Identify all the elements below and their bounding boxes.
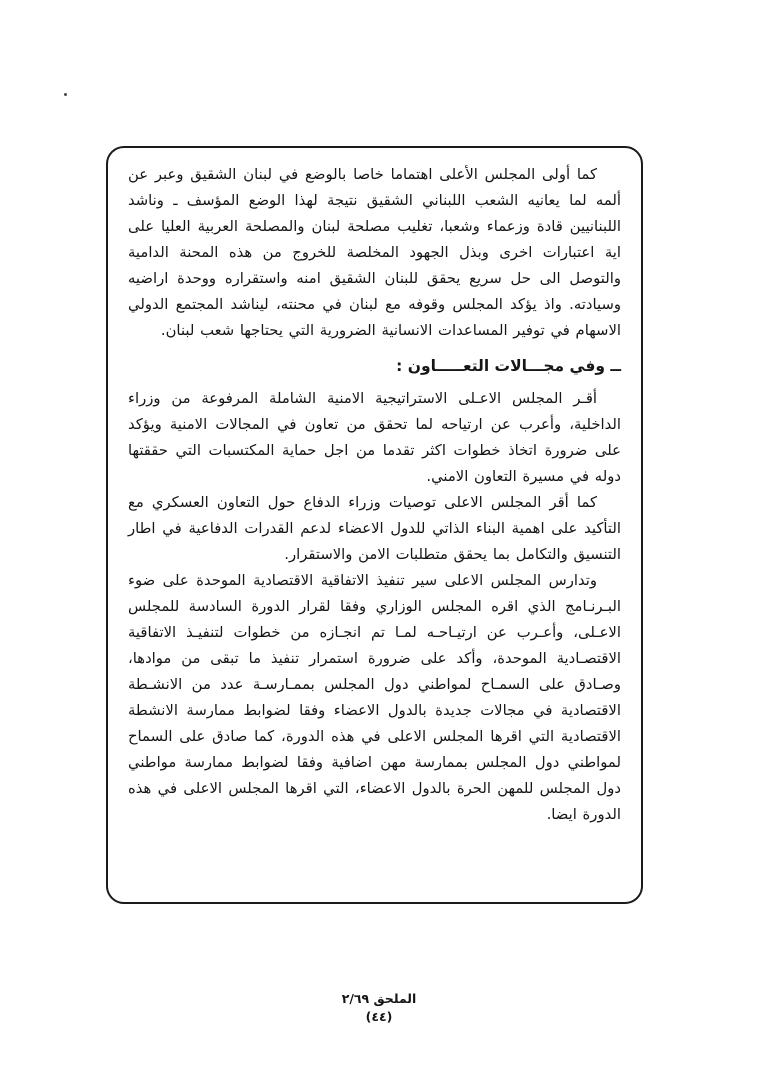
paragraph-economic-agreement: وتدارس المجلس الاعلى سير تنفيذ الاتفاقية الاقتصادية الموحدة على ضوء البـرنـامج الذي اقره المجلس الوزاري وفقا لقرار الدورة السادسة للمجلس الاعـلى، وأعـرب عن ارتيـاحـه لمـا تم انجـازه من خطوات لتنفيـذ الاتفاقية الاقتصـادية الموحدة، وأكد على ضرورة استمرار تنفيذ ما تبقى من موادها، وصـادق على السمـاح لمواطني دول المجلس بممـارسـة عدد من الانشـطة الاقتصادية في مجالات جديدة بالدول الاعضاء وفقا لضوابط ممارسة الانشطة الاقتصادية التي اقرها المجلس الاعلى في هذه الدورة، كما صادق على السماح لمواطني دول المجلس بممارسة مهن اضافية وفقا لضوابط ممارسة مواطني دول المجلس للمهن الحرة بالدول الاعضاء، التي اقرها المجلس الاعلى في هذه الدورة ايضا.: [128, 572, 621, 823]
paragraph-defense-cooperation: كما أقر المجلس الاعلى توصيات وزراء الدفاع حول التعاون العسكري مع التأكيد على اهمية البناء الذاتي للدول الاعضاء لدعم القدرات الدفاعية في اطار التنسيق والتكامل بما يحقق متطلبات الامن والاستقرار.: [128, 494, 621, 563]
scan-artifact-dot: [64, 93, 67, 96]
footer-annex-label: الملحق ٢/٦٩: [341, 991, 417, 1006]
footer-page-number: (٤٤): [365, 1009, 393, 1024]
paragraph-security-strategy: أقـر المجلس الاعـلى الاستراتيجية الامنية الشاملة المرفوعة من وزراء الداخلية، وأعرب عن ارتياحه لما تحقق من تعاون في المجالات الامنية ويؤكد على ضرورة اتخاذ خطوات اكثر تقدما من اجل حماية المكتسبات التي حققتها دوله في مسيرة التعاون الامني.: [128, 390, 621, 485]
section-heading-cooperation: ــ وفي مجـــالات التعـــــاون :: [396, 357, 621, 375]
document-frame: [106, 146, 643, 904]
paragraph-lebanon-situation: كما أولى المجلس الأعلى اهتماما خاصا بالوضع في لبنان الشقيق وعبر عن ألمه لما يعانيه الشعب اللبناني الشقيق نتيجة لهذا الوضع المؤسف ـ وناشد اللبنانيين قادة وزعماء وشعبا، تغليب مصلحة لبنان والمصلحة العربية العليا على اية اعتبارات اخرى وبذل الجهود المخلصة للخروج من هذه المحنة الدامية والتوصل الى حل سريع يحقق للبنان الشقيق امنه واستقراره ووحدة اراضيه وسيادته. واذ يؤكد المجلس وقوفه مع لبنان في محنته، ليناشد المجتمع الدولي الاسهام في توفير المساعدات الانسانية الضرورية التي يحتاجها شعب لبنان.: [128, 166, 621, 339]
